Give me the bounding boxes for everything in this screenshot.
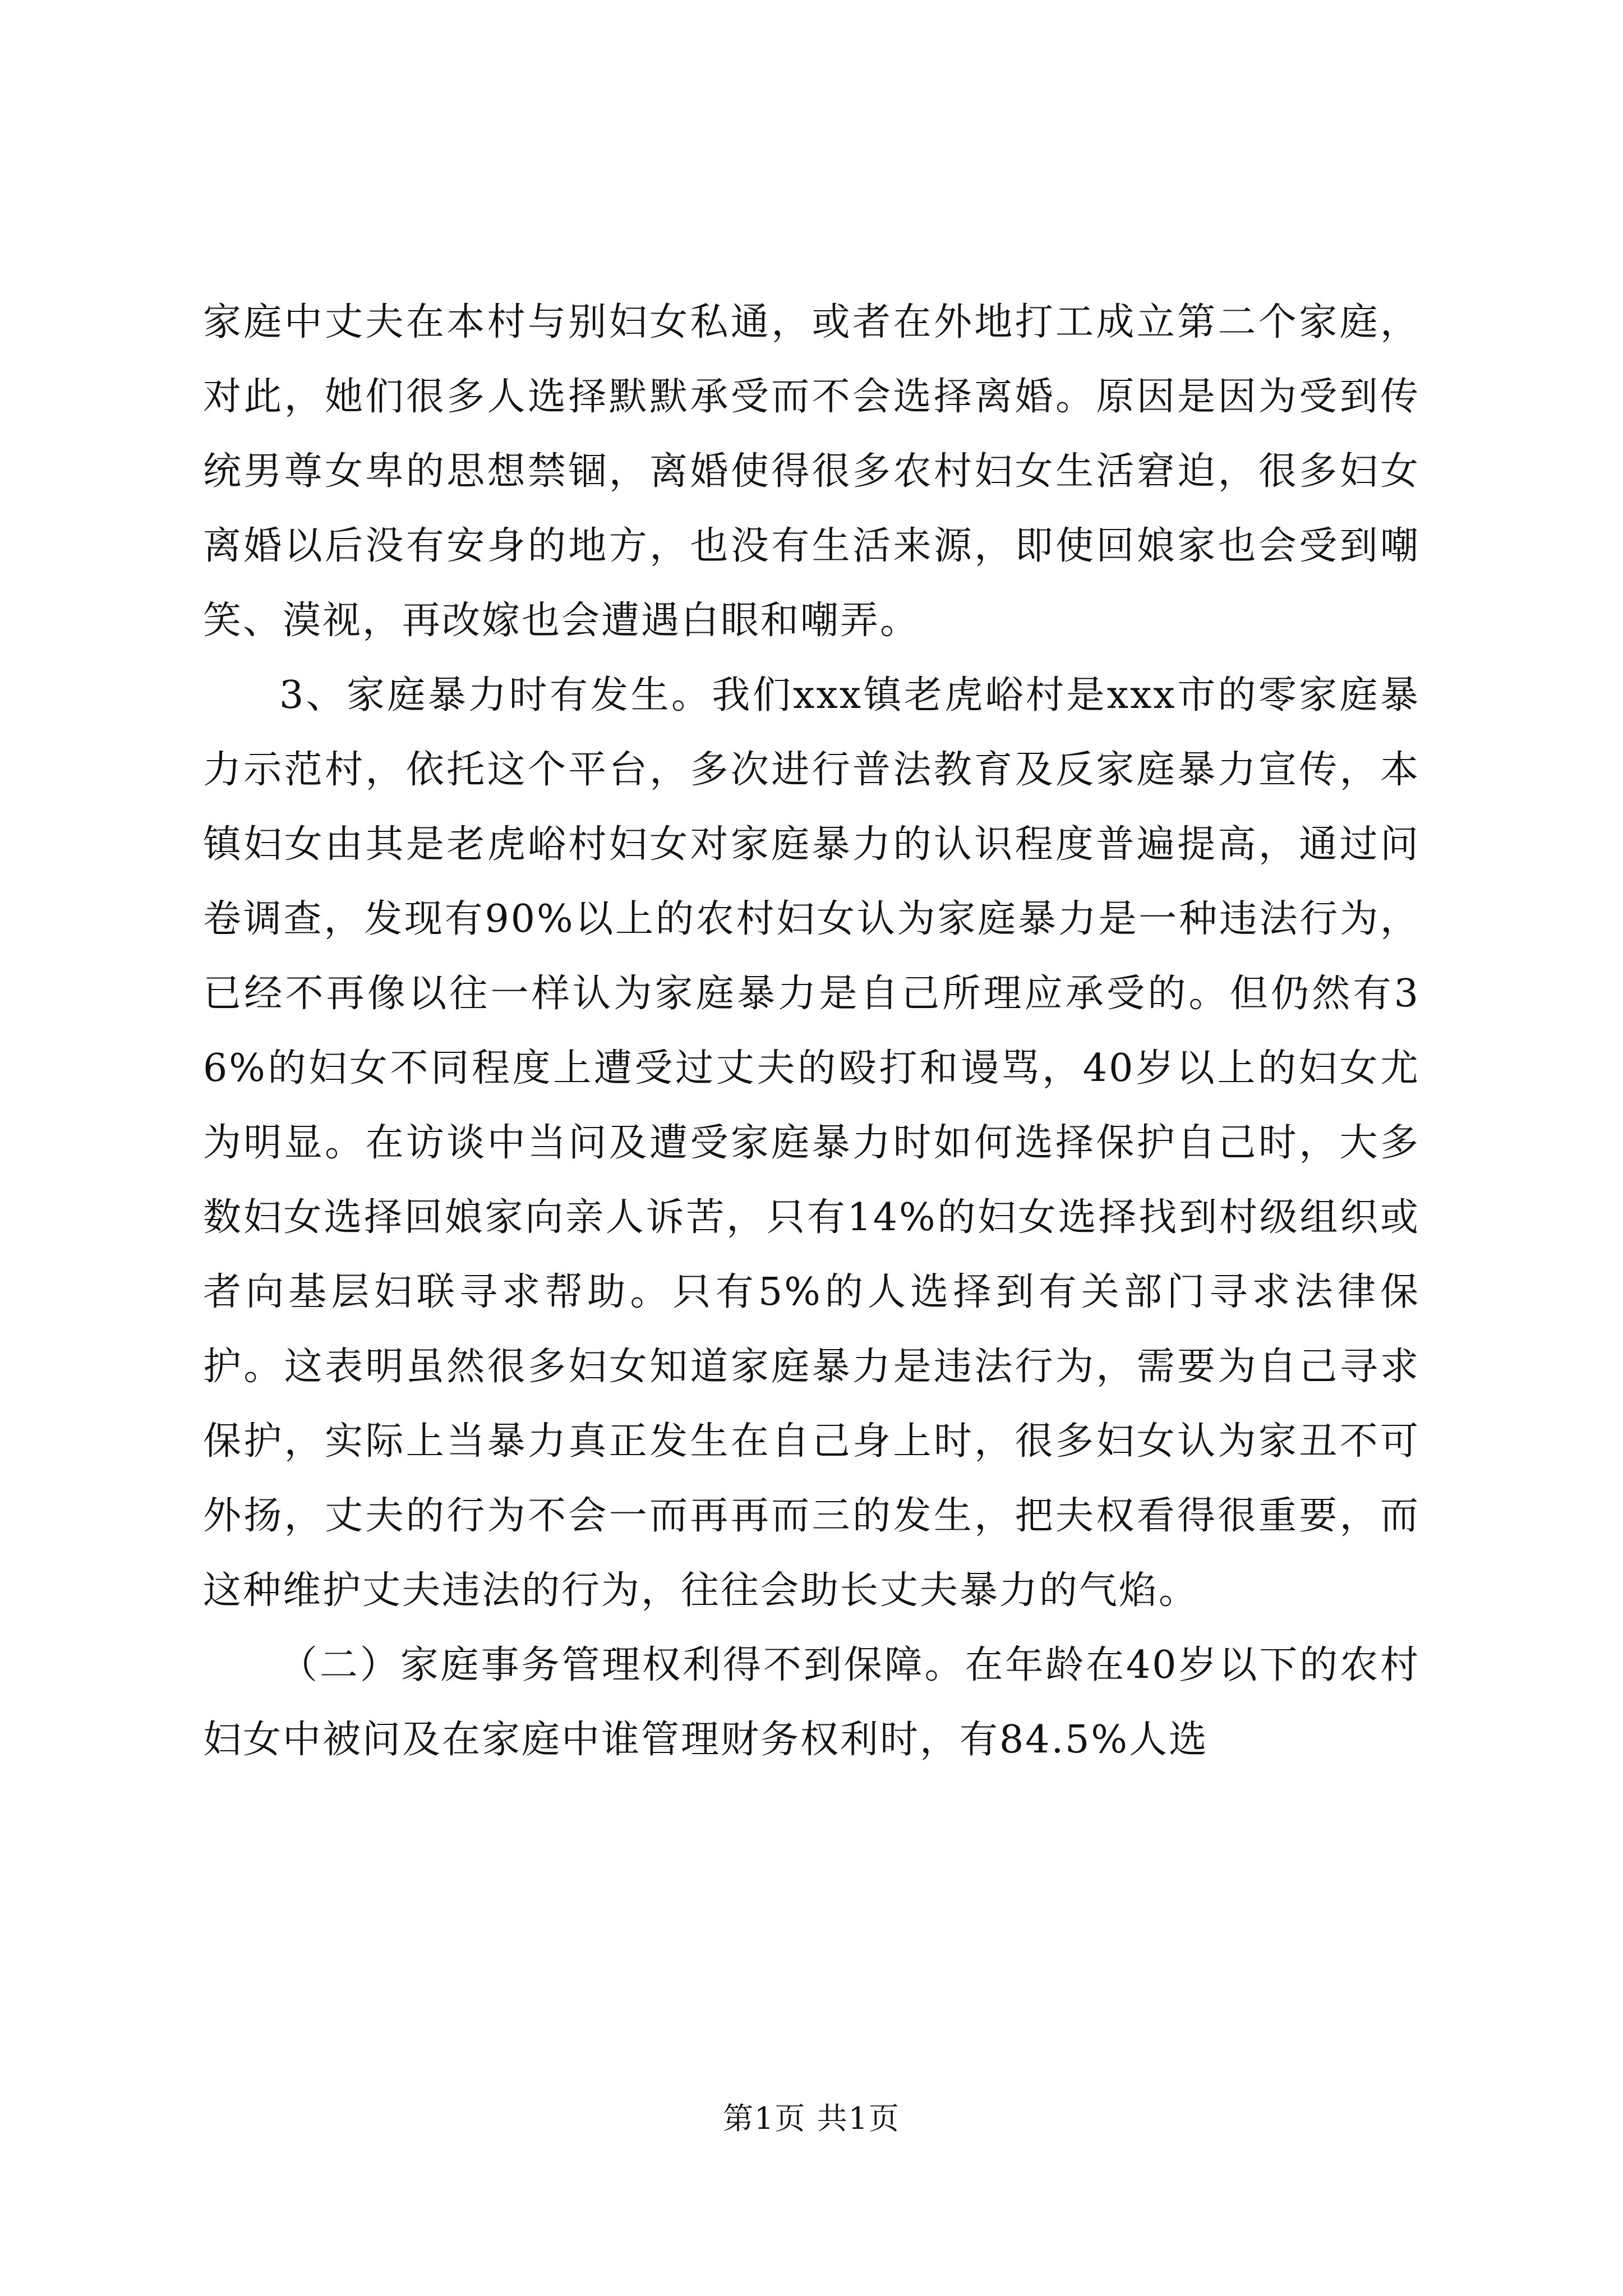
paragraph-3: （二）家庭事务管理权利得不到保障。在年龄在40岁以下的农村妇女中被问及在家庭中谁管理财务权利时，有84.5%人选 (203, 1643, 1420, 1762)
page-number-footer: 第1页 共1页 (723, 2101, 900, 2136)
document-body (203, 285, 1420, 1777)
paragraph-2: 3、家庭暴力时有发生。我们xxx镇老虎峪村是xxx市的零家庭暴力示范村，依托这个平台，多次进行普法教育及反家庭暴力宣传，本镇妇女由其是老虎峪村妇女对家庭暴力的认识程度普遍提高，通过问卷调查，发现有90%以上的农村妇女认为家庭暴力是一种违法行为，已经不再像以往一样认为家庭暴力是自己所理应承受的。但仍然有36%的妇女不同程度上遭受过丈夫的殴打和谩骂，40岁以上的妇女尤为明显。在访谈中当问及遭受家庭暴力时如何选择保护自己时，大多数妇女选择回娘家向亲人诉苦，只有14%的妇女选择找到村级组织或者向基层妇联寻求帮助。只有5%的人选择到有关部门寻求法律保护。这表明虽然很多妇女知道家庭暴力是违法行为，需要为自己寻求保护，实际上当暴力真正发生在自己身上时，很多妇女认为家丑不可外扬，丈夫的行为不会一而再再而三的发生，把夫权看得很重要，而这种维护丈夫违法的行为，往往会助长丈夫暴力的气焰。 (203, 673, 1420, 1613)
paragraph-1: 家庭中丈夫在本村与别妇女私通，或者在外地打工成立第二个家庭，对此，她们很多人选择默默承受而不会选择离婚。原因是因为受到传统男尊女卑的思想禁锢，离婚使得很多农村妇女生活窘迫，很多妇女离婚以后没有安身的地方，也没有生活来源，即使回娘家也会受到嘲笑、漠视，再改嫁也会遭遇白眼和嘲弄。 (203, 300, 1420, 643)
